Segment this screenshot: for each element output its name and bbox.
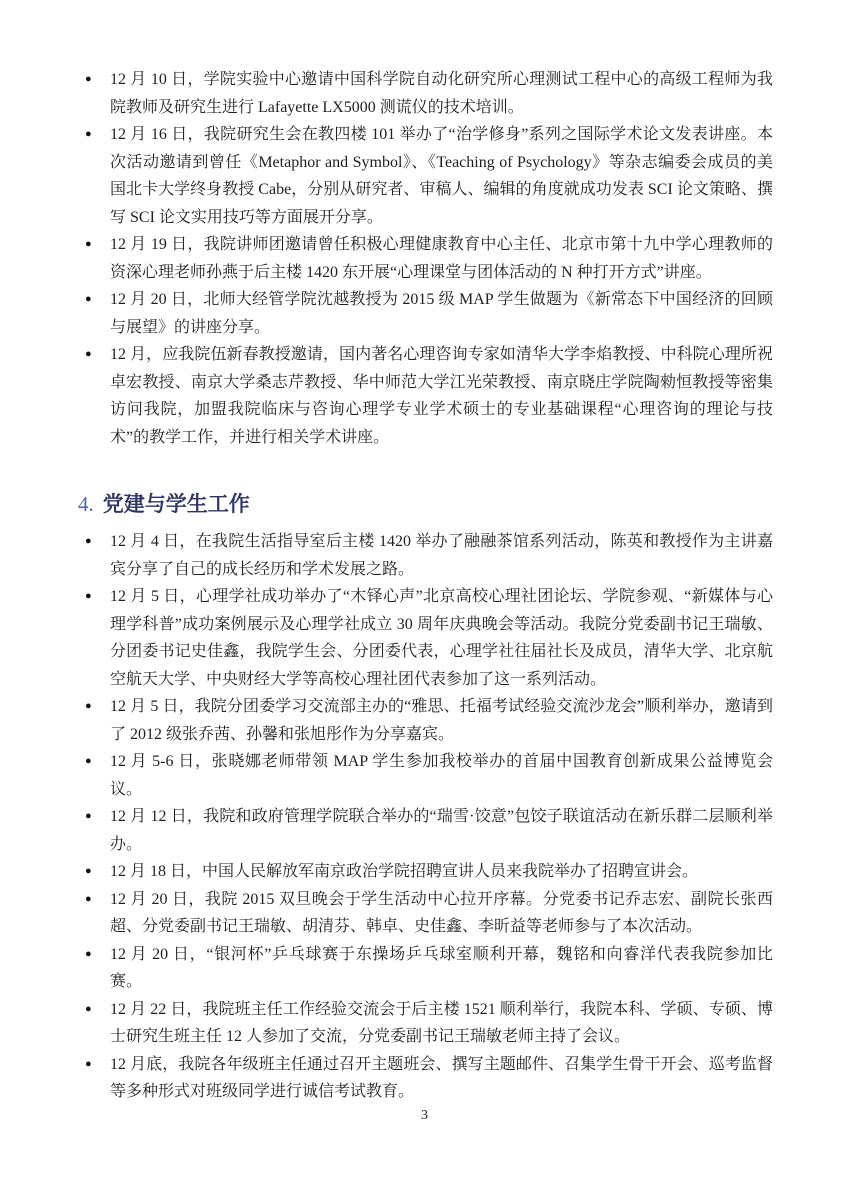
bullet-icon: ● bbox=[85, 238, 92, 250]
list-item bbox=[85, 528, 773, 583]
list-item bbox=[85, 693, 773, 748]
bullet-text: 12 月 16 日，我院研究生会在教四楼 101 举办了“治学修身”系列之国际学术论文发表讲座。本次活动邀请到曾任《Metaphor and Symbol》、《Teaching of Psychology》等杂志编委会成员的美国北卡大学终身教授 Cabe，分别从研究者、审稿人、编辑的角度就成功发表 SCI 论文策略、撰写 SCI 论文实用技巧等方面展开分享。 bbox=[110, 126, 773, 226]
list-item bbox=[85, 858, 773, 886]
list-item bbox=[85, 341, 773, 451]
list-item bbox=[85, 941, 773, 996]
bullet-icon: ● bbox=[85, 892, 92, 905]
bullet-icon: ● bbox=[85, 293, 92, 305]
section-number: 4. bbox=[78, 492, 94, 516]
bullet-text: 12 月 18 日，中国人民解放军南京政治学院招聘宣讲人员来我院举办了招聘宣讲会。 bbox=[110, 863, 699, 880]
list-item bbox=[85, 583, 773, 693]
bullet-icon: ● bbox=[85, 348, 92, 360]
bullet-text: 12 月 20 日，北师大经管学院沈越教授为 2015 级 MAP 学生做题为《新常态下中国经济的回顾与展望》的讲座分享。 bbox=[110, 291, 773, 336]
bullet-icon: ● bbox=[85, 700, 92, 712]
section-title: 党建与学生工作 bbox=[102, 493, 250, 516]
page-content bbox=[78, 66, 773, 1106]
list-item bbox=[85, 1051, 773, 1106]
list-item bbox=[85, 996, 773, 1051]
bullet-text: 12 月 20 日，我院 2015 双旦晚会于学生活动中心拉开序幕。分党委书记乔志宏、副院长张西超、分党委副书记王瑞敏、胡清芬、韩卓、史佳鑫、李昕益等老师参与了本次活动。 bbox=[110, 890, 773, 935]
bullet-icon: ● bbox=[85, 128, 92, 140]
bullet-icon: ● bbox=[85, 1002, 92, 1015]
list-item bbox=[85, 121, 773, 231]
list-item bbox=[85, 231, 773, 286]
bullet-text: 12 月 4 日，在我院生活指导室后主楼 1420 举办了融融茶馆系列活动，陈英和教授作为主讲嘉宾分享了自己的成长经历和学术发展之路。 bbox=[110, 533, 773, 578]
list-item bbox=[85, 66, 773, 121]
bullet-icon: ● bbox=[85, 535, 92, 547]
section-heading bbox=[78, 489, 773, 520]
bullet-icon: ● bbox=[85, 755, 92, 767]
list-item bbox=[85, 803, 773, 858]
bullet-icon: ● bbox=[85, 865, 92, 877]
bullet-text: 12 月 5 日，我院分团委学习交流部主办的“雅思、托福考试经验交流沙龙会”顺利举办，邀请到了 2012 级张乔茜、孙馨和张旭彤作为分享嘉宾。 bbox=[110, 698, 773, 743]
list-item bbox=[85, 748, 773, 803]
bullet-icon: ● bbox=[85, 73, 92, 85]
page-number: 3 bbox=[421, 1108, 428, 1123]
bullet-text: 12 月，应我院伍新春教授邀请，国内著名心理咨询专家如清华大学李焰教授、中科院心理所祝卓宏教授、南京大学桑志芹教授、华中师范大学江光荣教授、南京晓庄学院陶勑恒教授等密集访问我院，加盟我院临床与咨询心理学专业学术硕士的专业基础课程“心理咨询的理论与技术”的教学工作，并进行相关学术讲座。 bbox=[110, 346, 773, 446]
list-item bbox=[85, 886, 773, 941]
bullet-text: 12 月 12 日，我院和政府管理学院联合举办的“瑞雪·饺意”包饺子联谊活动在新乐群二层顺利举办。 bbox=[110, 808, 773, 853]
bullet-text: 12 月 20 日，“银河杯”乒乓球赛于东操场乒乓球室顺利开幕，魏铭和向睿洋代表我院参加比赛。 bbox=[110, 945, 773, 990]
bullet-icon: ● bbox=[85, 1057, 92, 1070]
bullet-text: 12 月 5 日，心理学社成功举办了“木铎心声”北京高校心理社团论坛、学院参观、“新媒体与心理学科普”成功案例展示及心理学社成立 30 周年庆典晚会等活动。我院分党委副书记王瑞敏、分团委书记史佳鑫，我院学生会、分团委代表，心理学社往届社长及成员，清华大学、北京航空航天大学、中央财经大学等高校心理社团代表参加了这一系列活动。 bbox=[110, 588, 773, 688]
bullet-text: 12 月 19 日，我院讲师团邀请曾任积极心理健康教育中心主任、北京市第十九中学心理教师的资深心理老师孙燕于后主楼 1420 东开展“心理课堂与团体活动的 N 种打开方式”讲座。 bbox=[110, 236, 773, 281]
bullet-icon: ● bbox=[85, 590, 92, 602]
bullet-text: 12 月底，我院各年级班主任通过召开主题班会、撰写主题邮件、召集学生骨干开会、巡考监督等多种形式对班级同学进行诚信考试教育。 bbox=[110, 1055, 773, 1100]
bullet-icon: ● bbox=[85, 947, 92, 960]
list-item bbox=[85, 286, 773, 341]
bullet-text: 12 月 10 日，学院实验中心邀请中国科学院自动化研究所心理测试工程中心的高级工程师为我院教师及研究生进行 Lafayette LX5000 测谎仪的技术培训。 bbox=[110, 71, 773, 116]
bullet-text: 12 月 5-6 日，张晓娜老师带领 MAP 学生参加我校举办的首届中国教育创新成果公益博览会议。 bbox=[110, 753, 773, 798]
bullet-icon: ● bbox=[85, 810, 92, 822]
bullet-text: 12 月 22 日，我院班主任工作经验交流会于后主楼 1521 顺利举行，我院本科、学硕、专硕、博士研究生班主任 12 人参加了交流，分党委副书记王瑞敏老师主持了会议。 bbox=[110, 1000, 773, 1045]
